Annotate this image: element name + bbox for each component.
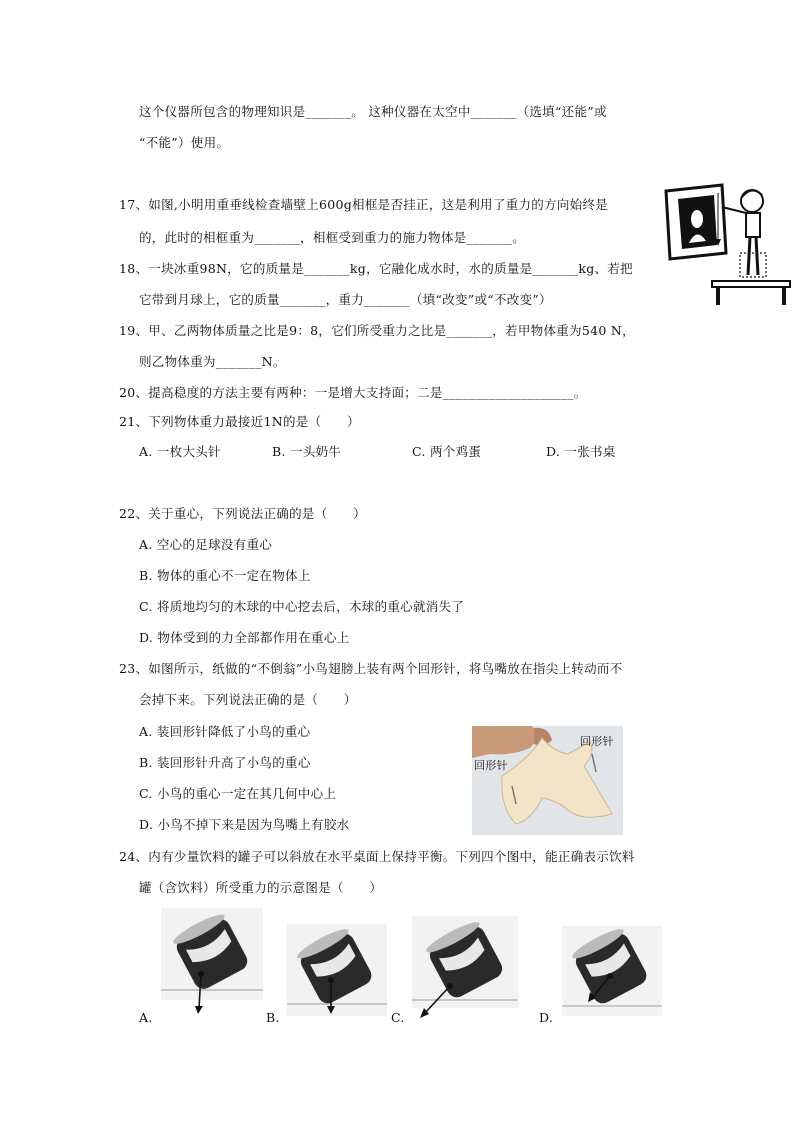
- question-17-line-2: 的，此时的相框重为_______，相框受到重力的施力物体是_______。: [139, 230, 526, 245]
- q24-label-a: A.: [139, 1010, 153, 1025]
- question-18-line-2: 它带到月球上，它的质量_______，重力_______（填“改变”或“不改变”）: [139, 292, 552, 307]
- clip-label-left: 回形针: [474, 759, 508, 772]
- q22-option-a: A. 空心的足球没有重心: [139, 537, 273, 552]
- q24-can-figure-a: [161, 908, 263, 1016]
- q23-option-b: B. 装回形针升高了小鸟的重心: [139, 755, 311, 770]
- q24-can-figure-d: [562, 926, 662, 1016]
- q22-option-b: B. 物体的重心不一定在物体上: [139, 568, 311, 583]
- question-24-line-2: 罐（含饮料）所受重力的示意图是（ ）: [139, 880, 383, 895]
- q23-option-d: D. 小鸟不掉下来是因为鸟嘴上有胶水: [139, 817, 350, 832]
- question-23-line-1: 23、如图所示，纸做的“不倒翁”小鸟翅膀上装有两个回形针，将鸟嘴放在指尖上转动而不: [119, 661, 623, 676]
- question-23-line-2: 会掉下来。下列说法正确的是（ ）: [139, 692, 357, 707]
- q21-option-d: D. 一张书桌: [546, 444, 616, 459]
- q23-option-c: C. 小鸟的重心一定在其几何中心上: [139, 786, 337, 801]
- q21-option-b: B. 一头奶牛: [272, 444, 342, 459]
- line-16-cont-1: 这个仪器所包含的物理知识是_______。 这种仪器在太空中_______（选填“还能”或: [139, 104, 607, 119]
- q22-option-d: D. 物体受到的力全部都作用在重心上: [139, 630, 350, 645]
- q17-plumb-line-figure: [656, 183, 792, 307]
- question-19-line-2: 则乙物体重为_______N。: [139, 354, 286, 369]
- question-24-line-1: 24、内有少量饮料的罐子可以斜放在水平桌面上保持平衡。下列四个图中，能正确表示饮料: [119, 849, 635, 864]
- clip-label-right: 回形针: [580, 735, 614, 748]
- q23-paper-bird-photo: [472, 726, 623, 835]
- q22-option-c: C. 将质地均匀的木球的中心挖去后，木球的重心就消失了: [139, 599, 465, 614]
- question-18-line-1: 18、一块冰重98N，它的质量是_______kg，它融化成水时，水的质量是_______kg、若把: [119, 261, 633, 276]
- question-17-line-1: 17、如图,小明用重垂线检查墙壁上600g相框是否挂正，这是利用了重力的方向始终是: [119, 197, 609, 212]
- q24-label-b: B.: [266, 1010, 280, 1025]
- q21-option-c: C. 两个鸡蛋: [412, 444, 482, 459]
- q24-label-c: C.: [391, 1010, 405, 1025]
- q24-can-figure-b: [287, 924, 387, 1016]
- question-20: 20、提高稳度的方法主要有两种：一是增大支持面；二是____________________。: [119, 385, 587, 400]
- q21-option-a: A. 一枚大头针: [139, 444, 221, 459]
- question-22: 22、关于重心，下列说法正确的是（ ）: [119, 506, 366, 521]
- q24-can-figure-c: [412, 916, 518, 1020]
- q23-option-a: A. 装回形针降低了小鸟的重心: [139, 724, 311, 739]
- question-19-line-1: 19、甲、乙两物体质量之比是9：8，它们所受重力之比是_______，若甲物体重为540 N，: [119, 323, 635, 338]
- question-21: 21、下列物体重力最接近1N的是（ ）: [119, 414, 360, 429]
- q24-label-d: D.: [539, 1010, 554, 1025]
- line-16-cont-2: “不能”）使用。: [139, 135, 230, 150]
